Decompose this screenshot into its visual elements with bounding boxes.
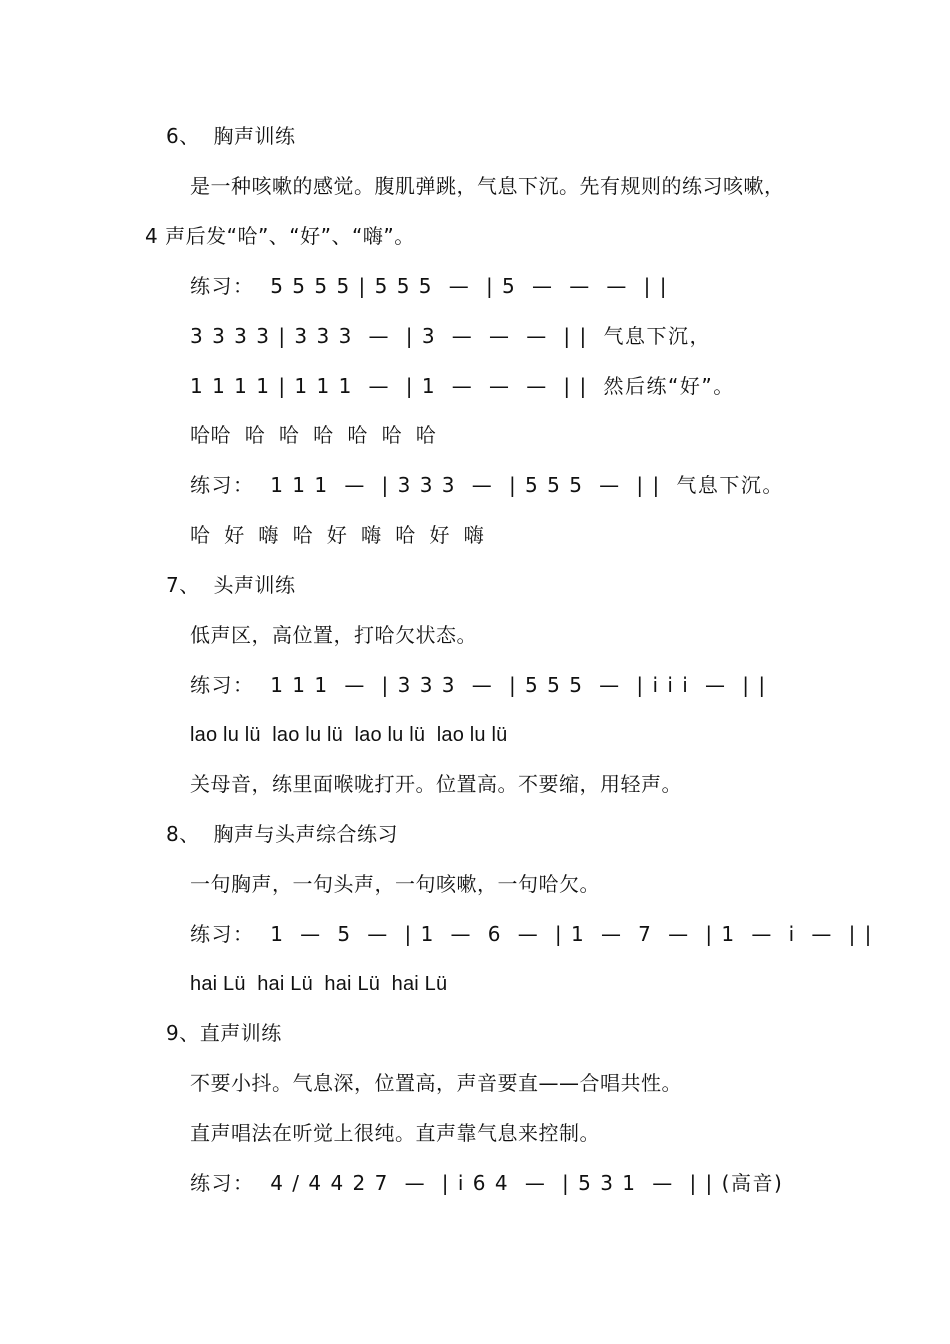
- section-7-heading: 7、 头声训练: [166, 573, 296, 597]
- exercise-line: 练习： 4 / 4 4 2 7 — | i 6 4 — | 5 3 1 — | | (高音): [190, 1171, 784, 1195]
- paragraph-line: 是一种咳嗽的感觉。腹肌弹跳，气息下沉。先有规则的练习咳嗽，: [190, 174, 785, 198]
- exercise-line: 练习： 1 1 1 — | 3 3 3 — | 5 5 5 — | | 气息下沉。: [190, 473, 784, 497]
- section-9-heading: 9、直声训练: [166, 1021, 282, 1045]
- paragraph-line: 直声唱法在听觉上很纯。直声靠气息来控制。: [190, 1121, 600, 1145]
- section-6-heading: 6、 胸声训练: [166, 124, 296, 148]
- paragraph-line: 一句胸声，一句头声，一句咳嗽，一句哈欠。: [190, 872, 600, 896]
- paragraph-line: 不要小抖。气息深，位置高，声音要直——合唱共性。: [190, 1071, 682, 1095]
- paragraph-line: 4 声后发“哈”、“好”、“嗨”。: [145, 224, 415, 248]
- lyrics-line: lao lu lü lao lu lü lao lu lü lao lu lü: [190, 724, 508, 746]
- exercise-line: 练习： 5 5 5 5 | 5 5 5 — | 5 — — — | |: [190, 274, 668, 298]
- exercise-line: 1 1 1 1 | 1 1 1 — | 1 — — — | | 然后练“好”。: [190, 374, 735, 398]
- lyrics-line: hai Lü hai Lü hai Lü hai Lü: [190, 973, 448, 995]
- paragraph-line: 关母音，练里面喉咙打开。位置高。不要缩，用轻声。: [190, 772, 682, 796]
- exercise-line: 3 3 3 3 | 3 3 3 — | 3 — — — | | 气息下沉，: [190, 324, 711, 348]
- exercise-line: 练习： 1 — 5 — | 1 — 6 — | 1 — 7 — | 1 — i — | |: [190, 922, 873, 946]
- paragraph-line: 低声区，高位置，打哈欠状态。: [190, 623, 477, 647]
- lyrics-line: 哈 好 嗨 哈 好 嗨 哈 好 嗨: [190, 523, 485, 547]
- exercise-line: 练习： 1 1 1 — | 3 3 3 — | 5 5 5 — | i i i — | |: [190, 673, 767, 697]
- lyrics-line: 哈哈 哈 哈 哈 哈 哈 哈: [190, 423, 437, 447]
- section-8-heading: 8、 胸声与头声综合练习: [166, 822, 398, 846]
